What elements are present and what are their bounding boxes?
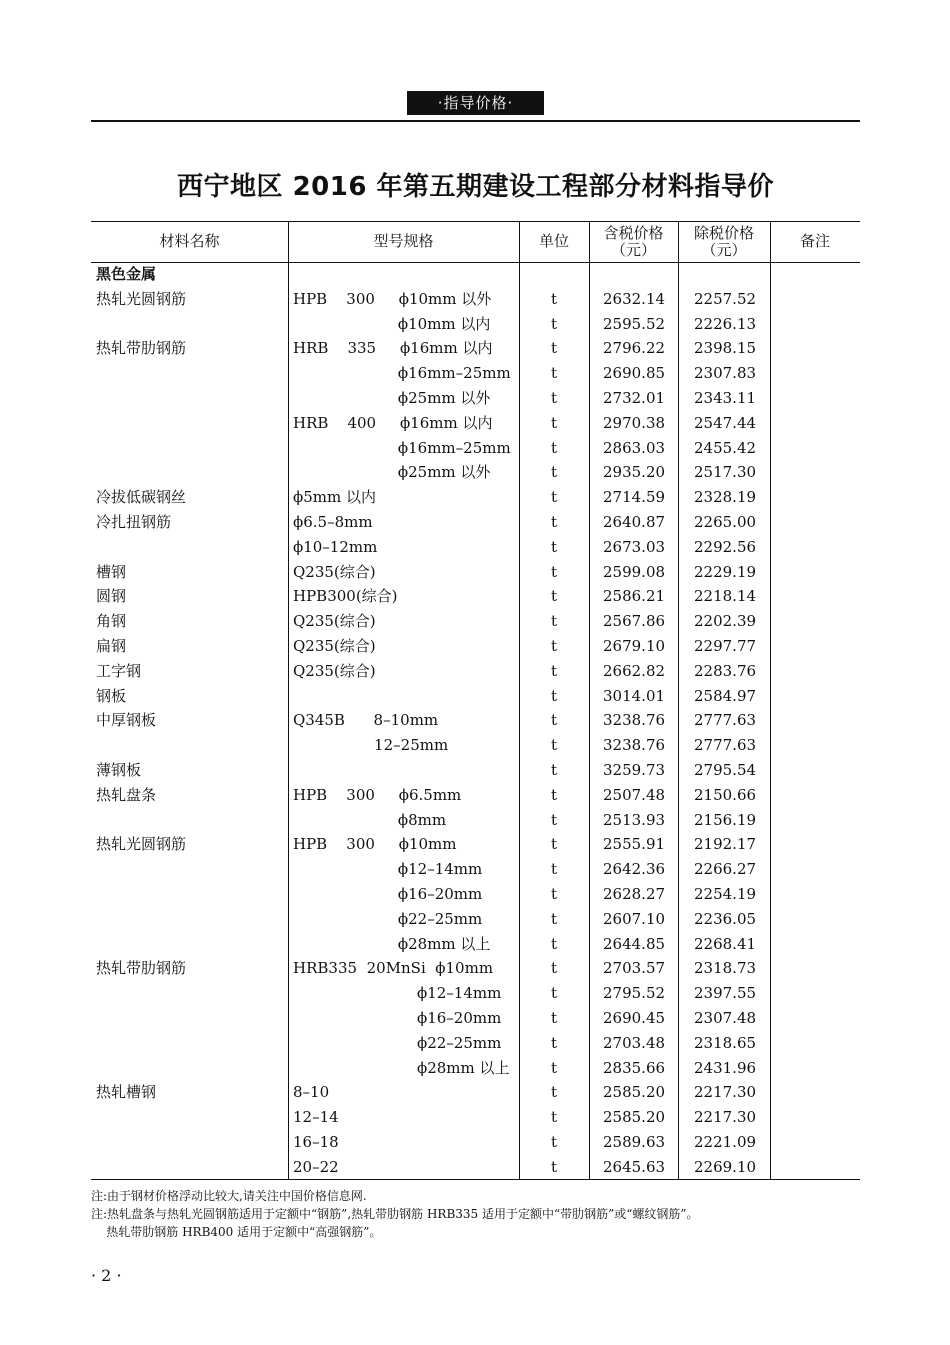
unit-cell: t — [550, 959, 558, 978]
col-header-price-tax: 含税价格 （元） — [603, 223, 664, 259]
spec-cell: HPB 300 ϕ10mm 以外 — [293, 289, 492, 308]
unit-cell: t — [550, 512, 558, 531]
table-row — [91, 758, 860, 783]
unit-cell: t — [550, 289, 558, 308]
table-row — [91, 808, 860, 833]
price-tax-cell: 2589.63 — [603, 1132, 666, 1151]
table-row — [91, 882, 860, 907]
price-excl-cell: 2202.39 — [694, 612, 757, 631]
table-row — [91, 436, 860, 461]
material-name-cell: 冷扎扭钢筋 — [96, 512, 172, 531]
table-row — [91, 783, 860, 808]
table-row — [91, 1155, 860, 1180]
unit-cell: t — [550, 984, 558, 1003]
price-tax-cell: 2567.86 — [603, 612, 666, 631]
table-row — [91, 832, 860, 857]
table-row — [91, 1056, 860, 1081]
spec-cell: Q235(综合) — [293, 562, 376, 581]
spec-cell: Q345B 8–10mm — [293, 711, 439, 730]
price-tax-cell: 2628.27 — [603, 884, 666, 903]
price-excl-cell: 2397.55 — [694, 984, 757, 1003]
price-excl-cell: 2307.83 — [694, 364, 757, 383]
price-tax-cell: 2690.85 — [603, 364, 666, 383]
price-excl-cell: 2217.30 — [694, 1083, 757, 1102]
unit-cell: t — [550, 488, 558, 507]
price-tax-cell: 2714.59 — [603, 488, 666, 507]
price-excl-cell: 2283.76 — [694, 661, 757, 680]
spec-cell: ϕ28mm 以上 — [293, 1058, 510, 1077]
price-tax-cell: 2673.03 — [603, 537, 666, 556]
spec-cell: HRB335 20MnSi ϕ10mm — [293, 959, 494, 978]
price-tax-cell: 2795.52 — [603, 984, 666, 1003]
unit-cell: t — [550, 686, 558, 705]
table-row — [91, 733, 860, 758]
table-row — [91, 510, 860, 535]
material-name-cell: 中厚钢板 — [96, 711, 157, 730]
price-tax-cell: 2863.03 — [603, 438, 666, 457]
unit-cell: t — [550, 413, 558, 432]
spec-cell: ϕ16mm–25mm — [293, 364, 511, 383]
material-name-cell: 槽钢 — [96, 562, 127, 581]
unit-cell: t — [550, 1033, 558, 1052]
price-tax-cell: 2555.91 — [603, 835, 666, 854]
spec-cell: Q235(综合) — [293, 661, 376, 680]
unit-cell: t — [550, 364, 558, 383]
material-name-cell: 热轧带肋钢筋 — [96, 959, 187, 978]
price-excl-cell: 2254.19 — [694, 884, 757, 903]
price-excl-cell: 2297.77 — [694, 636, 757, 655]
price-excl-cell: 2257.52 — [694, 289, 757, 308]
price-tax-cell: 2679.10 — [603, 636, 666, 655]
price-tax-cell: 3238.76 — [603, 736, 666, 755]
unit-cell: t — [550, 339, 558, 358]
table-row — [91, 1080, 860, 1105]
price-excl-cell: 2218.14 — [694, 587, 757, 606]
table-row — [91, 1130, 860, 1155]
price-excl-cell: 2229.19 — [694, 562, 757, 581]
spec-cell: ϕ10mm 以内 — [293, 314, 491, 333]
table-row — [91, 584, 860, 609]
table-row — [91, 708, 860, 733]
col-header-unit: 单位 — [538, 232, 569, 250]
unit-cell: t — [550, 537, 558, 556]
price-excl-cell: 2266.27 — [694, 860, 757, 879]
material-name-cell: 薄钢板 — [96, 760, 142, 779]
price-excl-cell: 2343.11 — [694, 388, 757, 407]
material-name-cell: 热轧光圆钢筋 — [96, 289, 187, 308]
price-tax-cell: 2586.21 — [603, 587, 666, 606]
table-row — [91, 460, 860, 485]
unit-cell: t — [550, 1132, 558, 1151]
price-tax-cell: 2507.48 — [603, 785, 666, 804]
price-excl-cell: 2269.10 — [694, 1157, 757, 1176]
price-tax-cell: 2835.66 — [603, 1058, 666, 1077]
page-title: 西宁地区 2016 年第五期建设工程部分材料指导价 — [177, 172, 774, 202]
price-excl-cell: 2328.19 — [694, 488, 757, 507]
material-name-cell: 扁钢 — [96, 636, 127, 655]
price-excl-cell: 2268.41 — [694, 934, 757, 953]
price-tax-cell: 2703.48 — [603, 1033, 666, 1052]
price-tax-cell: 3014.01 — [603, 686, 666, 705]
spec-cell: ϕ22–25mm — [293, 1033, 502, 1052]
material-name-cell: 热轧带肋钢筋 — [96, 339, 187, 358]
spec-cell: ϕ16–20mm — [293, 884, 483, 903]
spec-cell: ϕ16mm–25mm — [293, 438, 511, 457]
price-tax-cell: 2607.10 — [603, 909, 666, 928]
unit-cell: t — [550, 314, 558, 333]
price-tax-cell: 2513.93 — [603, 810, 666, 829]
material-name-cell: 热轧光圆钢筋 — [96, 835, 187, 854]
price-tax-cell: 3259.73 — [603, 760, 666, 779]
price-excl-cell: 2192.17 — [694, 835, 757, 854]
unit-cell: t — [550, 760, 558, 779]
unit-cell: t — [550, 835, 558, 854]
unit-cell: t — [550, 463, 558, 482]
price-excl-cell: 2431.96 — [694, 1058, 757, 1077]
price-excl-cell: 2517.30 — [694, 463, 757, 482]
price-excl-cell: 2221.09 — [694, 1132, 757, 1151]
footnote: 注:热轧盘条与热轧光圆钢筋适用于定额中“钢筋”,热轧带肋钢筋 HRB335 适用于定额中“带肋钢筋”或“螺纹钢筋”。 — [91, 1207, 699, 1221]
price-excl-cell: 2307.48 — [694, 1008, 757, 1027]
unit-cell: t — [550, 1157, 558, 1176]
price-tax-cell: 2640.87 — [603, 512, 666, 531]
price-tax-cell: 2585.20 — [603, 1108, 666, 1127]
col-header-note: 备注 — [799, 232, 830, 250]
footnote: 注:由于钢材价格浮动比较大,请关注中国价格信息网. — [91, 1189, 367, 1203]
material-name-cell: 冷拔低碳钢丝 — [96, 488, 187, 507]
price-tax-cell: 2732.01 — [603, 388, 666, 407]
price-excl-cell: 2226.13 — [694, 314, 757, 333]
col-header-spec: 型号规格 — [373, 232, 434, 250]
spec-cell: HRB 335 ϕ16mm 以内 — [293, 339, 493, 358]
table-row — [91, 907, 860, 932]
unit-cell: t — [550, 1058, 558, 1077]
spec-cell: ϕ25mm 以外 — [293, 388, 491, 407]
price-tax-cell: 2796.22 — [603, 339, 666, 358]
spec-cell: ϕ25mm 以外 — [293, 463, 491, 482]
unit-cell: t — [550, 438, 558, 457]
footnotes — [91, 1187, 860, 1241]
price-tax-cell: 2642.36 — [603, 860, 666, 879]
unit-cell: t — [550, 636, 558, 655]
table-row — [91, 857, 860, 882]
table-row — [91, 386, 860, 411]
spec-cell: ϕ8mm — [293, 810, 447, 829]
unit-cell: t — [550, 1083, 558, 1102]
spec-cell: ϕ28mm 以上 — [293, 934, 491, 953]
table-row — [91, 634, 860, 659]
footnote: 热轧带肋钢筋 HRB400 适用于定额中“高强钢筋”。 — [91, 1225, 382, 1239]
col-header-price-excl: 除税价格 （元） — [693, 223, 754, 259]
table-row — [91, 609, 860, 634]
unit-cell: t — [550, 785, 558, 804]
spec-cell: ϕ6.5–8mm — [293, 512, 373, 531]
price-excl-cell: 2292.56 — [694, 537, 757, 556]
material-name-cell: 角钢 — [96, 612, 127, 631]
unit-cell: t — [550, 860, 558, 879]
price-tax-cell: 2595.52 — [603, 314, 666, 333]
table-row — [91, 560, 860, 585]
spec-cell: ϕ12–14mm — [293, 860, 483, 879]
price-excl-cell: 2265.00 — [694, 512, 757, 531]
table-row — [91, 1031, 860, 1056]
spec-cell: ϕ12–14mm — [293, 984, 502, 1003]
unit-cell: t — [550, 1008, 558, 1027]
spec-cell: HPB 300 ϕ10mm — [293, 835, 457, 854]
unit-cell: t — [550, 810, 558, 829]
unit-cell: t — [550, 884, 558, 903]
spec-cell: HRB 400 ϕ16mm 以内 — [293, 413, 493, 432]
spec-cell: ϕ22–25mm — [293, 909, 483, 928]
col-header-name: 材料名称 — [159, 232, 220, 250]
table-row — [91, 361, 860, 386]
price-tax-cell: 2599.08 — [603, 562, 666, 581]
table-row — [91, 411, 860, 436]
spec-cell: 8–10 — [293, 1083, 330, 1102]
table-row — [91, 684, 860, 709]
table-row — [91, 485, 860, 510]
unit-cell: t — [550, 909, 558, 928]
price-tax-cell: 2585.20 — [603, 1083, 666, 1102]
price-excl-cell: 2584.97 — [694, 686, 757, 705]
price-tax-cell: 2645.63 — [603, 1157, 666, 1176]
price-excl-cell: 2318.73 — [694, 959, 757, 978]
spec-cell: HPB300(综合) — [293, 587, 398, 606]
spec-cell: Q235(综合) — [293, 636, 376, 655]
table-row — [91, 956, 860, 981]
price-excl-cell: 2150.66 — [694, 785, 757, 804]
unit-cell: t — [550, 1108, 558, 1127]
price-tax-cell: 2970.38 — [603, 413, 666, 432]
spec-cell: 12–25mm — [293, 736, 449, 755]
material-name-cell: 热轧盘条 — [96, 785, 157, 804]
price-excl-cell: 2795.54 — [694, 760, 757, 779]
spec-cell: ϕ16–20mm — [293, 1008, 502, 1027]
price-excl-cell: 2398.15 — [694, 339, 757, 358]
price-tax-cell: 2632.14 — [603, 289, 666, 308]
price-tax-cell: 2690.45 — [603, 1008, 666, 1027]
price-tax-cell: 3238.76 — [603, 711, 666, 730]
material-name-cell: 钢板 — [96, 686, 127, 705]
spec-cell: HPB 300 ϕ6.5mm — [293, 785, 462, 804]
price-excl-cell: 2156.19 — [694, 810, 757, 829]
table-body — [91, 262, 860, 1179]
unit-cell: t — [550, 562, 558, 581]
price-excl-cell: 2236.05 — [694, 909, 757, 928]
table-row — [91, 932, 860, 957]
unit-cell: t — [550, 661, 558, 680]
table-row — [91, 1105, 860, 1130]
table-row — [91, 1006, 860, 1031]
unit-cell: t — [550, 934, 558, 953]
price-excl-cell: 2318.65 — [694, 1033, 757, 1052]
page-number: · 2 · — [91, 1266, 122, 1285]
material-name-cell: 黑色金属 — [96, 265, 157, 283]
price-tax-cell: 2662.82 — [603, 661, 666, 680]
material-name-cell: 圆钢 — [96, 587, 127, 606]
price-excl-cell: 2217.30 — [694, 1108, 757, 1127]
top-rule — [91, 120, 860, 122]
table-row — [91, 336, 860, 361]
spec-cell: 16–18 — [293, 1132, 339, 1151]
table-row — [91, 535, 860, 560]
table-row — [91, 659, 860, 684]
unit-cell: t — [550, 736, 558, 755]
price-tax-cell: 2644.85 — [603, 934, 666, 953]
price-excl-cell: 2777.63 — [694, 736, 757, 755]
table-row — [91, 262, 860, 287]
material-name-cell: 工字钢 — [96, 661, 142, 680]
table-row — [91, 312, 860, 337]
spec-cell: Q235(综合) — [293, 612, 376, 631]
price-excl-cell: 2777.63 — [694, 711, 757, 730]
spec-cell: 20–22 — [293, 1157, 339, 1176]
price-tax-cell: 2935.20 — [603, 463, 666, 482]
table-row — [91, 981, 860, 1006]
material-name-cell: 热轧槽钢 — [96, 1083, 157, 1102]
spec-cell: ϕ10–12mm — [293, 537, 378, 556]
unit-cell: t — [550, 711, 558, 730]
unit-cell: t — [550, 612, 558, 631]
price-excl-cell: 2455.42 — [694, 438, 757, 457]
spec-cell: 12–14 — [293, 1108, 339, 1127]
spec-cell: ϕ5mm 以内 — [293, 488, 376, 507]
section-badge: ·指导价格· — [407, 91, 544, 115]
table-row — [91, 287, 860, 312]
price-tax-cell: 2703.57 — [603, 959, 666, 978]
unit-cell: t — [550, 388, 558, 407]
unit-cell: t — [550, 587, 558, 606]
price-excl-cell: 2547.44 — [694, 413, 757, 432]
